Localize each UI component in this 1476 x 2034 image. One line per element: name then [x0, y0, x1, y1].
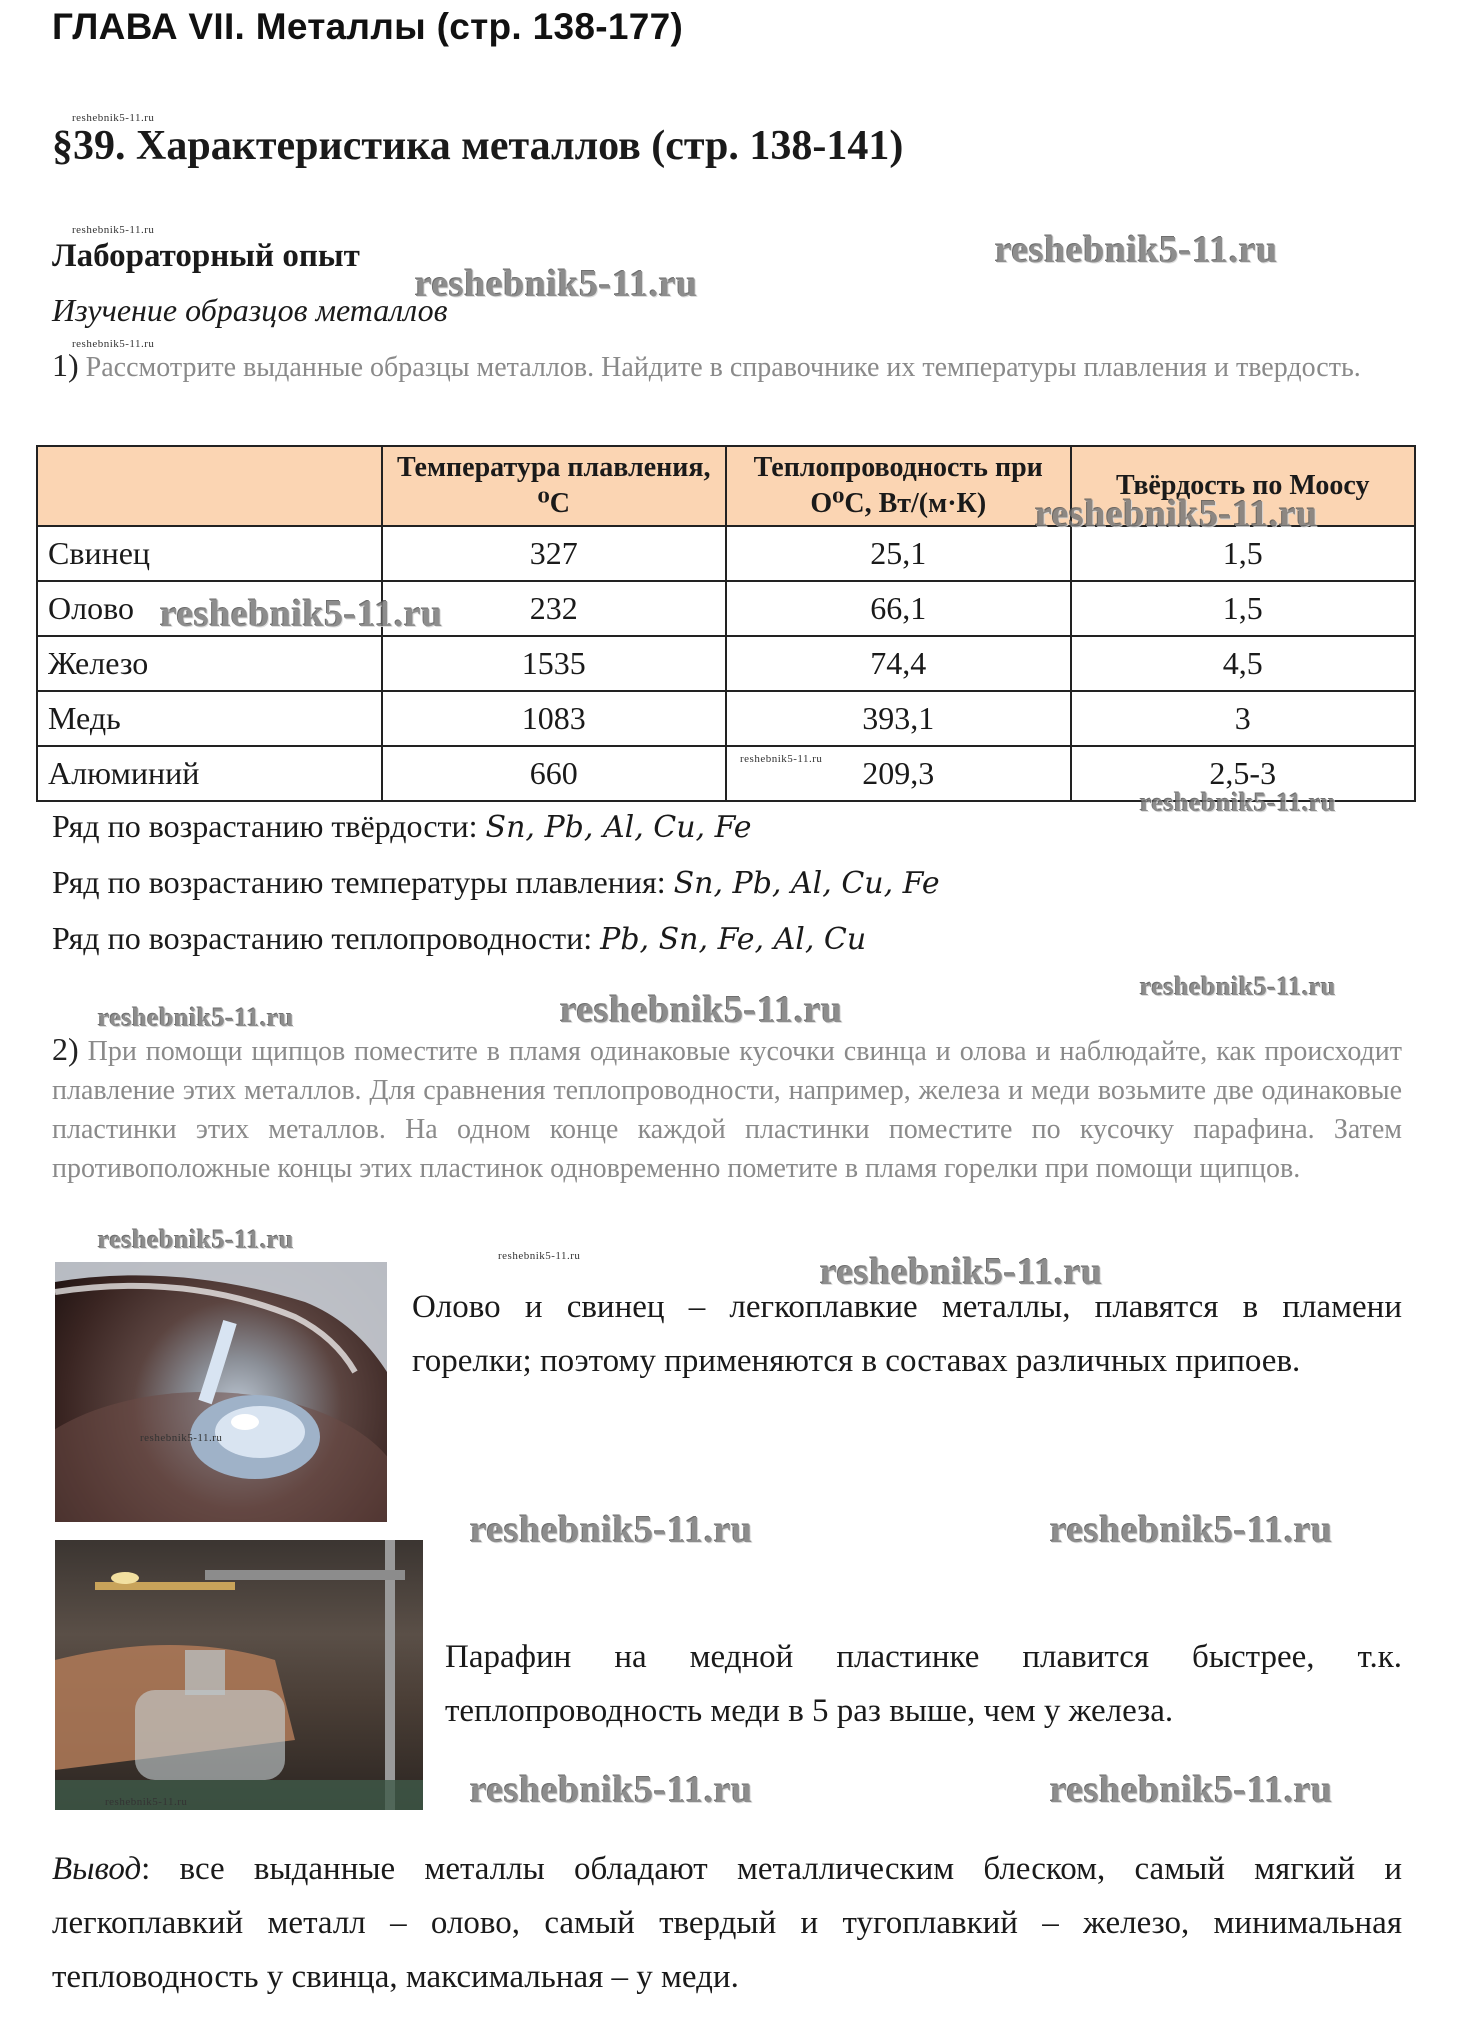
table-row	[37, 691, 1415, 746]
watermark: reshebnik5-11.ru	[72, 112, 155, 124]
table-cell: 25,1	[726, 526, 1071, 581]
series-value: Sn, Pb, Al, Cu, Fe	[673, 866, 940, 901]
task1-text: Рассмотрите выданные образцы металлов. Найдите в справочнике их температуры плавления и твердость.	[85, 352, 1361, 383]
watermark: reshebnik5-11.ru	[995, 229, 1278, 271]
watermark: reshebnik5-11.ru	[560, 989, 843, 1031]
task1-paragraph	[52, 342, 1402, 391]
watermark: reshebnik5-11.ru	[470, 1769, 753, 1811]
lab-title: Лабораторный опыт	[52, 238, 360, 274]
series-line	[52, 920, 866, 957]
table-cell: 209,3	[726, 746, 1071, 801]
watermark: reshebnik5-11.ru	[105, 1796, 188, 1808]
table-header-cell: Теплопроводность при O⁰C, Вт/(м·К)	[726, 446, 1071, 526]
task2-paragraph	[52, 1030, 1402, 1188]
task1-number: 1)	[52, 347, 79, 383]
observation-2: Парафин на медной пластинке плавится быстрее, т.к. теплопроводность меди в 5 раз выше, чем у железа.	[445, 1639, 1402, 1729]
table-cell: Свинец	[37, 526, 382, 581]
watermark: reshebnik5-11.ru	[72, 224, 155, 236]
watermark: reshebnik5-11.ru	[1050, 1509, 1333, 1551]
watermark: reshebnik5-11.ru	[140, 1432, 223, 1444]
table-cell: Медь	[37, 691, 382, 746]
watermark: reshebnik5-11.ru	[820, 1251, 1103, 1293]
watermark: reshebnik5-11.ru	[1035, 493, 1318, 535]
series-line	[52, 808, 752, 845]
table-cell: 1,5	[1071, 526, 1416, 581]
burner-experiment-photo	[55, 1540, 423, 1810]
watermark: reshebnik5-11.ru	[72, 338, 155, 350]
watermark: reshebnik5-11.ru	[1140, 788, 1337, 817]
table-cell: 1,5	[1071, 581, 1416, 636]
series-label: Ряд по возрастанию теплопроводности:	[52, 920, 593, 956]
series-value: Sn, Pb, Al, Cu, Fe	[485, 810, 752, 845]
conclusion	[52, 1842, 1402, 2004]
watermark: reshebnik5-11.ru	[98, 1225, 295, 1254]
watermark: reshebnik5-11.ru	[498, 1250, 581, 1262]
watermark: reshebnik5-11.ru	[1140, 972, 1337, 1001]
watermark: reshebnik5-11.ru	[98, 1003, 295, 1032]
watermark: reshebnik5-11.ru	[160, 593, 443, 635]
task2-text: При помощи щипцов поместите в пламя одинаковые кусочки свинца и олова и наблюдайте, как происходит плавление этих металлов. Для сравнения теплопроводности, например, железа и меди возьмите две одинаковые пластинки этих металлов. На одном конце каждой пластинки поместите по кусочку парафина. Затем противоположные концы этих пластинок одновременно пометите в пламя горелки при помощи щипцов.	[52, 1036, 1403, 1184]
table-header-cell: Твёрдость по Моосу	[1071, 446, 1416, 526]
table-cell: 4,5	[1071, 636, 1416, 691]
table-cell: 660	[382, 746, 727, 801]
table-row	[37, 636, 1415, 691]
watermark: reshebnik5-11.ru	[470, 1509, 753, 1551]
series-line	[52, 864, 940, 901]
conclusion-text: : все выданные металлы обладают металлическим блеском, самый мягкий и легкоплавкий металл – олово, самый твердый и тугоплавкий – железо, минимальная тепловодность у свинца, максимальная – у меди.	[52, 1851, 1402, 1995]
observation-1: Олово и свинец – легкоплавкие металлы, плавятся в пламени горелки; поэтому применяются в составах различных припоев.	[412, 1289, 1402, 1379]
table-cell: 393,1	[726, 691, 1071, 746]
table-cell: Олово	[37, 581, 382, 636]
table-cell: 3	[1071, 691, 1416, 746]
table-cell: 1535	[382, 636, 727, 691]
chapter-title: ГЛАВА VII. Металлы (стр. 138-177)	[52, 6, 684, 47]
task2-number: 2)	[52, 1031, 79, 1067]
molten-metal-photo	[55, 1262, 387, 1522]
table-cell: Железо	[37, 636, 382, 691]
conclusion-label: Вывод	[52, 1851, 142, 1887]
table-header-cell	[37, 446, 382, 526]
molten-metal-illustration	[55, 1262, 387, 1522]
burner-illustration	[55, 1540, 423, 1810]
table-cell: 1083	[382, 691, 727, 746]
table-cell: 74,4	[726, 636, 1071, 691]
table-cell: 232	[382, 581, 727, 636]
table-cell: 2,5-3	[1071, 746, 1416, 801]
table-cell: Алюминий	[37, 746, 382, 801]
series-value: Pb, Sn, Fe, Al, Cu	[600, 922, 867, 957]
watermark: reshebnik5-11.ru	[1050, 1769, 1333, 1811]
table-cell: 66,1	[726, 581, 1071, 636]
watermark: reshebnik5-11.ru	[740, 753, 823, 765]
series-label: Ряд по возрастанию температуры плавления:	[52, 864, 666, 900]
table-header-cell: Температура плавления, ⁰C	[382, 446, 727, 526]
section-title: §39. Характеристика металлов (стр. 138-141)	[52, 123, 904, 169]
lab-subtitle: Изучение образцов металлов	[52, 292, 448, 328]
watermark: reshebnik5-11.ru	[415, 263, 698, 305]
series-label: Ряд по возрастанию твёрдости:	[52, 808, 478, 844]
table-cell: 327	[382, 526, 727, 581]
